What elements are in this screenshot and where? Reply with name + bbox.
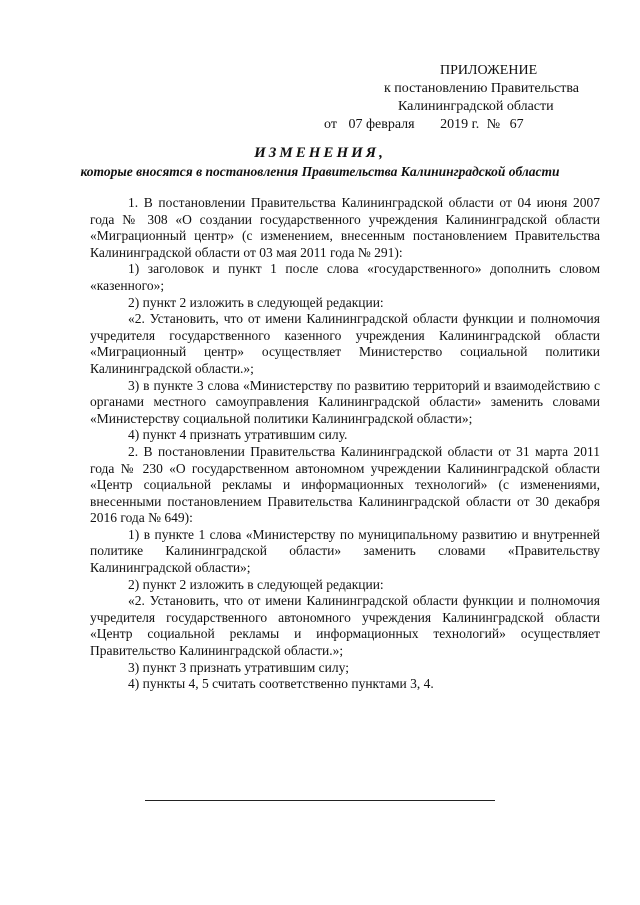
closing-rule [145, 800, 495, 801]
number-prefix: № [486, 117, 501, 132]
appendix-line-2: к постановлению Правительства [384, 81, 580, 96]
paragraph: «2. Установить, что от имени Калининградской области функции и полномочия учредителя государственного казенного учреждения Калининградской области «Миграционный центр» осуществляет Министерство социальной политики Калининградской области.»; [90, 311, 600, 376]
paragraph: «2. Установить, что от имени Калининградской области функции и полномочия учредителя государственного автономного учреждения Калининградской области «Центр социальной рекламы и информационных технологий» осуществляет Правительство Калининградской области.»; [90, 593, 600, 659]
appendix-date-line [324, 116, 524, 134]
paragraph: 2. В постановлении Правительства Калининградской области от 31 марта 2011 года № 230 «О государственном автономном учреждении Калининградской области «Центр социальной рекламы и информационных технологий» (с изменениями, внесенными постановлением Правительства Калининградской области от 30 декабря 2016 года № 649): [90, 443, 600, 526]
appendix-title: ПРИЛОЖЕНИЕ [440, 63, 538, 78]
appendix-line-3: Калининградской области [398, 99, 554, 114]
paragraph: 4) пункты 4, 5 считать соответственно пунктами 3, 4. [128, 676, 434, 692]
paragraph: 1. В постановлении Правительства Калининградской области от 04 июня 2007 года № 308 «О создании государственного учреждения Калининградской области «Миграционный центр» (с изменением, внесенным постановлением Правительства Калининградской области от 03 мая 2011 года № 291): [90, 195, 600, 260]
document-body [90, 195, 600, 693]
date-value: 07 февраля [348, 117, 415, 132]
paragraph: 3) в пункте 3 слова «Министерству по развитию территорий и взаимодействию с органами местного самоуправления Калининградской области» заменить словами «Министерству социальной политики Калининградской области»; [90, 377, 600, 426]
paragraph: 1) в пункте 1 слова «Министерству по муниципальному развитию и внутренней политике Калининградской области» заменить словами «Правительству Калининградской области»; [90, 526, 600, 576]
date-year: 2019 г. [440, 117, 480, 132]
document-subtitle: которые вносятся в постановления Правительства Калининградской области [80, 164, 560, 179]
paragraph: 3) пункт 3 признать утратившим силу; [128, 659, 349, 675]
paragraph: 2) пункт 2 изложить в следующей редакции: [128, 576, 384, 592]
date-prefix: от [324, 117, 337, 132]
document-title: ИЗМЕНЕНИЯ, [254, 145, 386, 161]
paragraph: 1) заголовок и пункт 1 после слова «государственного» дополнить словом «казенного»; [90, 261, 600, 293]
paragraph: 2) пункт 2 изложить в следующей редакции: [128, 294, 384, 310]
number-value: 67 [509, 117, 524, 132]
paragraph: 4) пункт 4 признать утратившим силу. [128, 427, 348, 443]
